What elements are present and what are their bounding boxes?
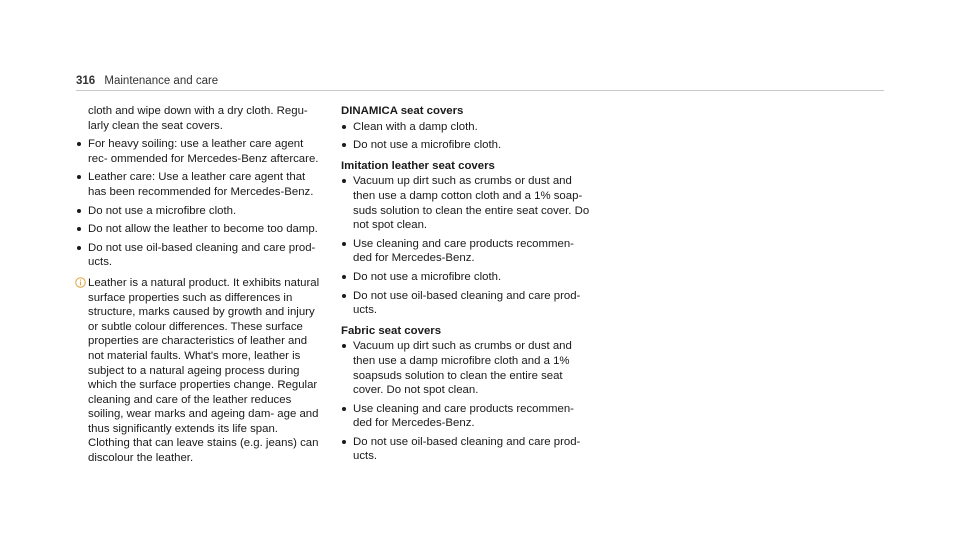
list-item: Vacuum up dirt such as crumbs or dust and then use a damp microfibre cloth and a 1% soapsuds solution to clean the entire seat cover. Do not spot clean. bbox=[341, 339, 591, 397]
list-item: Do not use oil-based cleaning and care prod- ucts. bbox=[341, 435, 591, 464]
info-note bbox=[76, 276, 322, 466]
list-item: Do not use a microfibre cloth. bbox=[76, 204, 322, 219]
continuation-text: cloth and wipe down with a dry cloth. Regu- larly clean the seat covers. bbox=[88, 105, 308, 132]
leather-care-list bbox=[76, 137, 322, 270]
imitation-leather-list bbox=[341, 174, 591, 317]
section-heading: DINAMICA seat covers bbox=[341, 105, 464, 117]
page-number: 316 bbox=[76, 75, 96, 87]
list-item: For heavy soiling: use a leather care agent rec- ommended for Mercedes-Benz aftercare. bbox=[76, 137, 322, 166]
dinamica-list bbox=[341, 120, 591, 153]
list-item: Do not use oil-based cleaning and care prod- ucts. bbox=[341, 289, 591, 318]
list-item: Use cleaning and care products recommen- ded for Mercedes-Benz. bbox=[341, 237, 591, 266]
list-item: Leather care: Use a leather care agent that has been recommended for Mercedes-Benz. bbox=[76, 170, 322, 199]
list-item: Do not allow the leather to become too damp. bbox=[76, 222, 322, 237]
list-item: Do not use oil-based cleaning and care prod- ucts. bbox=[76, 241, 322, 270]
info-icon bbox=[75, 277, 86, 288]
list-item: Do not use a microfibre cloth. bbox=[341, 270, 591, 285]
list-item: Vacuum up dirt such as crumbs or dust and then use a damp cotton cloth and a 1% soap- suds solution to clean the entire seat cover. Do not spot clean. bbox=[341, 174, 591, 232]
section-title: Maintenance and care bbox=[104, 75, 219, 87]
left-column bbox=[76, 104, 322, 466]
list-item: Do not use a microfibre cloth. bbox=[341, 138, 591, 153]
page-header bbox=[76, 74, 884, 91]
section-heading: Imitation leather seat covers bbox=[341, 159, 495, 172]
fabric-list bbox=[341, 339, 591, 464]
section-heading: Fabric seat covers bbox=[341, 324, 442, 337]
note-text: Leather is a natural product. It exhibits natural surface properties such as differences in structure, marks caused by growth and injury or subtle colour differences. These surface properties are characteristics of leather and not material faults. What's more, leather is subject to a natural ageing process during which the surface properties change. Regular cleaning and care of the leather reduces soiling, wear marks and ageing dam- age and thus significantly extends its life span. Clothing that can leave stains (e.g. jeans) can discolour the leather. bbox=[88, 276, 320, 465]
list-item: Clean with a damp cloth. bbox=[341, 120, 591, 135]
list-item: Use cleaning and care products recommen- ded for Mercedes-Benz. bbox=[341, 402, 591, 431]
right-column bbox=[341, 104, 591, 468]
